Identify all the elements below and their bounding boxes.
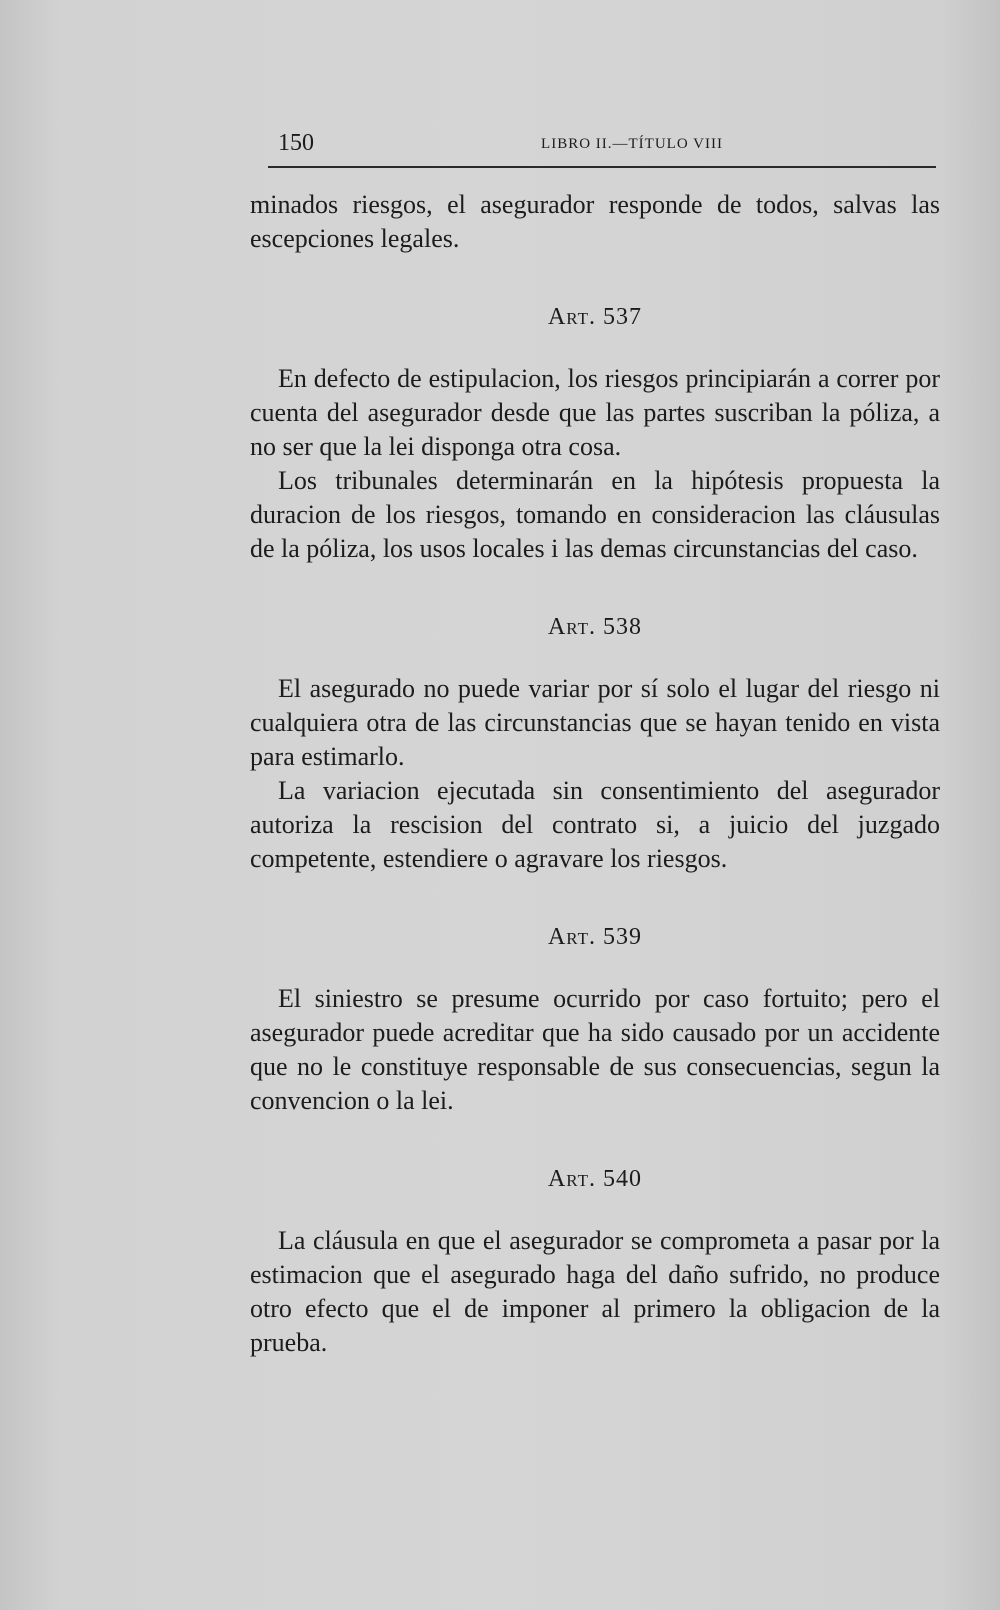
running-head: LIBRO II.—TÍTULO VIII xyxy=(541,136,723,152)
page-number: 150 xyxy=(278,130,314,156)
article-paragraph: El siniestro se presume ocurrido por caso fortuito; pero el asegurador puede acreditar que ha sido causado por un accidente que no le constituye responsable de sus consecuencias, segun la convencion o la lei. xyxy=(250,984,940,1115)
article-heading: Art. 537 xyxy=(547,304,643,330)
article-paragraph: La cláusula en que el asegurador se comprometa a pasar por la estimacion que el asegurado haga del daño sufrido, no produce otro efecto que el de imponer al primero la obligacion de la prueba. xyxy=(250,1226,940,1357)
article-paragraph: Los tribunales determinarán en la hipótesis propuesta la duracion de los riesgos, tomando en consideracion las cláusulas de la póliza, los usos locales i las demas circunstancias del caso. xyxy=(250,466,940,563)
article-538 xyxy=(250,610,940,876)
article-paragraph: El asegurado no puede variar por sí solo el lugar del riesgo ni cualquiera otra de las circunstancias que se hayan tenido en vista para estimarlo. xyxy=(250,674,940,771)
page-header xyxy=(268,126,936,168)
body-text xyxy=(250,188,940,1360)
article-537 xyxy=(250,300,940,566)
article-heading: Art. 538 xyxy=(547,614,643,640)
article-heading: Art. 539 xyxy=(547,924,643,950)
article-paragraph: La variacion ejecutada sin consentimiento del asegurador autoriza la rescision del contrato si, a juicio del juzgado competente, estendiere o agravare los riesgos. xyxy=(250,776,940,873)
article-heading: Art. 540 xyxy=(547,1166,643,1192)
article-540 xyxy=(250,1162,940,1360)
intro-paragraph: minados riesgos, el asegurador responde de todos, salvas las escepciones legales. xyxy=(250,190,940,253)
article-paragraph: En defecto de estipulacion, los riesgos principiarán a correr por cuenta del asegurador desde que las partes suscriban la póliza, a no ser que la lei disponga otra cosa. xyxy=(250,364,940,461)
article-539 xyxy=(250,920,940,1118)
